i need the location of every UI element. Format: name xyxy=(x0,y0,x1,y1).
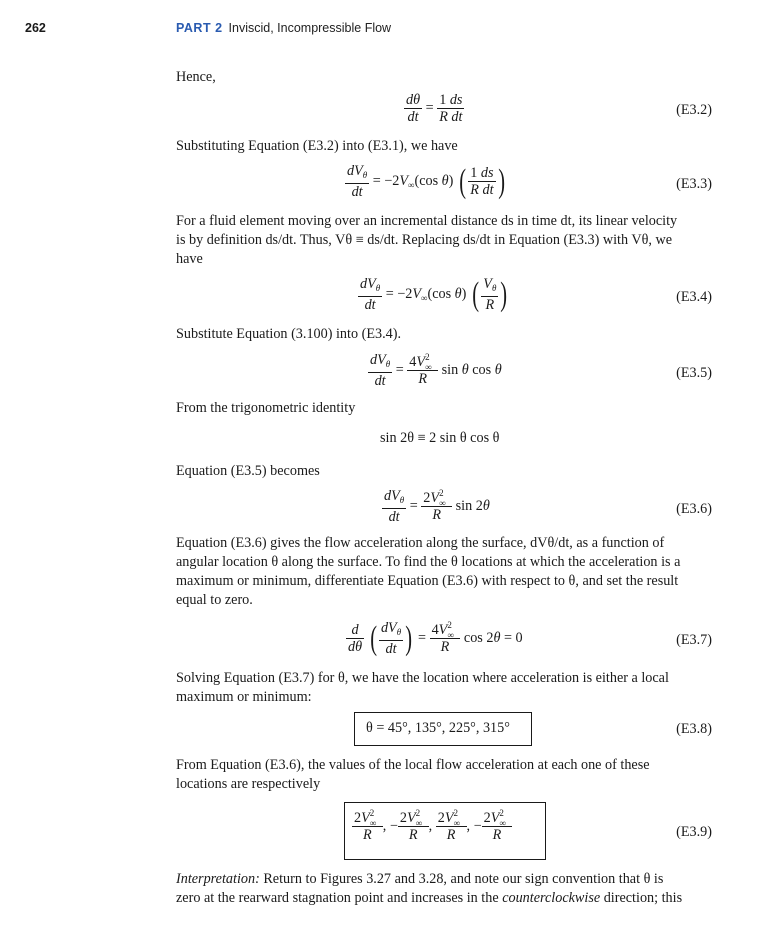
equation-number-e3-6: (E3.6) xyxy=(676,501,712,517)
equation-e3-5: $\frac{dV_\theta}{dt}$ = 4V 2 ∞ R sin θ cos θ xyxy=(370,352,502,389)
equation-identity: sin 2θ ≡ 2 sin θ cos θ xyxy=(380,430,500,446)
text-line: locations are respectively xyxy=(176,776,321,792)
text-line xyxy=(176,870,712,889)
text-line xyxy=(176,889,712,908)
text-line: For a fluid element moving over an incremental distance ds in time dt, its linear velocity xyxy=(176,213,678,229)
text-line: maximum or minimum, differentiate Equation (E3.6) with respect to θ, and set the result xyxy=(176,573,679,589)
equation-number-e3-4: (E3.4) xyxy=(676,289,712,305)
text-line: From Equation (E3.6), the values of the local flow acceleration at each one of these xyxy=(176,757,650,773)
text-span: Return to Figures 3.27 and 3.28, and note our sign convention that θ is xyxy=(259,871,664,887)
equation-e3-2: $\frac{d\theta}{dt}$ = $\frac{1 ds}{\text{R dt}}$ xyxy=(406,92,463,125)
text-line: angular location θ along the surface. To find the θ locations at which the acceleration is a xyxy=(176,554,681,570)
text-substitute: Substitute Equation (3.100) into (E3.4). xyxy=(176,326,402,342)
text-span: zero at the rearward stagnation point and increases in the xyxy=(176,890,503,906)
text-hence: Hence, xyxy=(176,69,216,85)
running-header xyxy=(176,21,391,35)
text-from-e36 xyxy=(176,756,712,794)
equation-number-e3-7: (E3.7) xyxy=(676,632,712,648)
interpretation-label: Interpretation: xyxy=(176,871,260,887)
equation-number-e3-2: (E3.2) xyxy=(676,102,712,118)
equation-e3-4: $\frac{dV_\theta}{dt}$ = $-2V_\infty(\cos$ θ) ( $\frac{V_\theta}{R}$ ) xyxy=(360,275,508,313)
text-trig: From the trigonometric identity xyxy=(176,400,356,416)
text-becomes: Equation (E3.5) becomes xyxy=(176,463,320,479)
text-line: Equation (E3.6) gives the flow acceleration along the surface, dVθ/dt, as a function of xyxy=(176,535,665,551)
emphasis-counterclockwise: counterclockwise xyxy=(502,890,601,906)
equation-e3-9: 2V 2 ∞ R , − 2V 2 ∞ R , 2V 2 ∞ R , − 2V 2 ∞ R xyxy=(352,810,512,843)
text-fluid-element xyxy=(176,212,712,269)
equation-e3-6: $\frac{dV_\theta}{dt}$ = 2V 2 ∞ R sin 2θ xyxy=(384,488,490,525)
text-span: direction; this xyxy=(600,890,683,906)
equation-number-e3-8: (E3.8) xyxy=(676,721,712,737)
equation-number-e3-9: (E3.9) xyxy=(676,824,712,840)
text-e36-gives xyxy=(176,534,712,610)
equation-e3-3: $\frac{dV_\theta}{dt}$ = $-2V_\infty(\cos$ θ) ( $\frac{1 ds}{\text{R dt}}$ ) xyxy=(347,162,505,200)
equation-number-e3-5: (E3.5) xyxy=(676,365,712,381)
equation-e3-7: $\frac{d}{d\theta}$ ( $\frac{dV_\theta}{dt}$ ) = 4V 2 ∞ R cos 2θ = 0 xyxy=(348,619,523,657)
text-line: have xyxy=(176,251,203,267)
page-number: 262 xyxy=(25,21,46,35)
text-interpretation xyxy=(176,870,712,908)
text-line: equal to zero. xyxy=(176,592,253,608)
equation-e3-8: θ = 45°, 135°, 225°, 315° xyxy=(366,720,510,736)
text-line: Solving Equation (E3.7) for θ, we have the location where acceleration is either a local xyxy=(176,670,669,686)
text-line: maximum or minimum: xyxy=(176,689,312,705)
equation-number-e3-3: (E3.3) xyxy=(676,176,712,192)
text-substituting: Substituting Equation (E3.2) into (E3.1), we have xyxy=(176,138,458,154)
part-label: PART 2 xyxy=(176,21,223,35)
part-title: Inviscid, Incompressible Flow xyxy=(228,21,392,35)
text-line: is by definition ds/dt. Thus, Vθ ≡ ds/dt. Replacing ds/dt in Equation (E3.3) with Vθ, we xyxy=(176,232,673,248)
text-solving xyxy=(176,669,712,707)
